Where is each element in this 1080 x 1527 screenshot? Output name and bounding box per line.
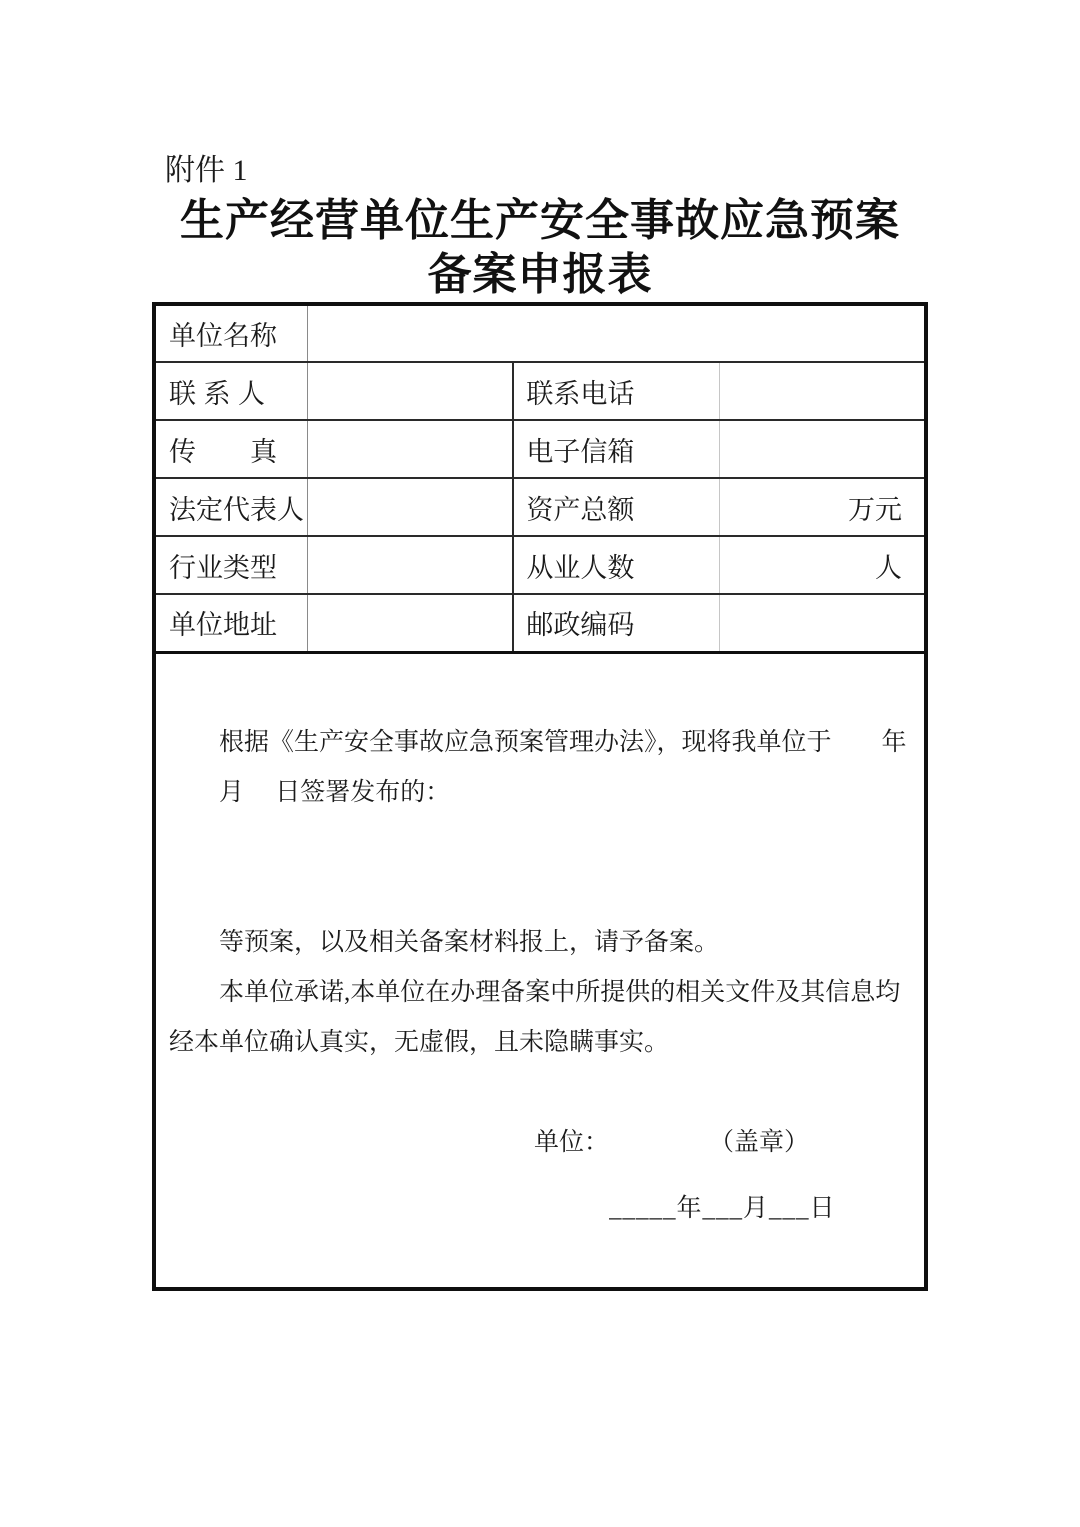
field-label-unit-address: 单位地址	[154, 594, 307, 652]
field-label-contact-phone: 联系电话	[513, 362, 719, 420]
table-row-statement	[154, 652, 926, 1289]
plan-name-blank-line-1	[169, 818, 919, 868]
statement-line-4: 本单位承诺,本单位在办理备案中所提供的相关文件及其信息均	[219, 978, 901, 1006]
filing-table	[152, 302, 928, 1291]
field-value-total-assets	[720, 478, 926, 536]
field-value-employee-count	[720, 536, 926, 594]
statement-line-5: 经本单位确认真实，无虚假，且未隐瞒事实。	[169, 1028, 670, 1056]
field-value-industry-type	[307, 536, 513, 594]
field-label-fax: 传 真	[154, 420, 307, 478]
form-title-line-1: 生产经营单位生产安全事故应急预案	[180, 196, 900, 245]
form-title-line-2: 备案申报表	[427, 250, 653, 299]
table-row-fax-email	[154, 420, 926, 478]
field-label-contact-person: 联 系 人	[154, 362, 307, 420]
field-label-industry-type: 行业类型	[154, 536, 307, 594]
table-row-unit-name	[154, 304, 926, 362]
field-label-employee-count: 从业人数	[513, 536, 719, 594]
field-value-unit-address	[307, 594, 513, 652]
field-value-postal-code	[720, 594, 926, 652]
unit-suffix-wanyuan: 万元	[848, 494, 902, 525]
statement-line-3: 等预案，以及相关备案材料报上，请予备案。	[219, 928, 720, 956]
attachment-label: 附件 1	[165, 154, 248, 187]
signature-seal-line: 单位： （盖章）	[534, 1128, 810, 1156]
statement-line-2: 月 日签署发布的：	[219, 778, 451, 806]
table-row-legal-assets	[154, 478, 926, 536]
field-value-contact-phone	[720, 362, 926, 420]
table-row-address-postcode	[154, 594, 926, 652]
table-row-industry-employees	[154, 536, 926, 594]
field-label-postal-code: 邮政编码	[513, 594, 719, 652]
field-label-email: 电子信箱	[513, 420, 719, 478]
plan-name-blank-line-2	[169, 868, 919, 918]
field-label-total-assets: 资产总额	[513, 478, 719, 536]
field-value-unit-name	[307, 304, 926, 362]
statement-cell	[154, 652, 926, 1289]
statement-blank-line	[169, 1068, 919, 1118]
field-label-legal-representative: 法定代表人	[154, 478, 307, 536]
field-value-fax	[307, 420, 513, 478]
unit-suffix-ren: 人	[875, 552, 902, 583]
field-label-unit-name: 单位名称	[154, 304, 307, 362]
table-row-contact	[154, 362, 926, 420]
statement-line-1: 根据《生产安全事故应急预案管理办法》，现将我单位于 年	[219, 728, 907, 756]
field-value-legal-representative	[307, 478, 513, 536]
field-value-email	[720, 420, 926, 478]
signature-date-line: _____年___月___日	[609, 1194, 836, 1222]
field-value-contact-person	[307, 362, 513, 420]
form-title	[0, 194, 1080, 302]
